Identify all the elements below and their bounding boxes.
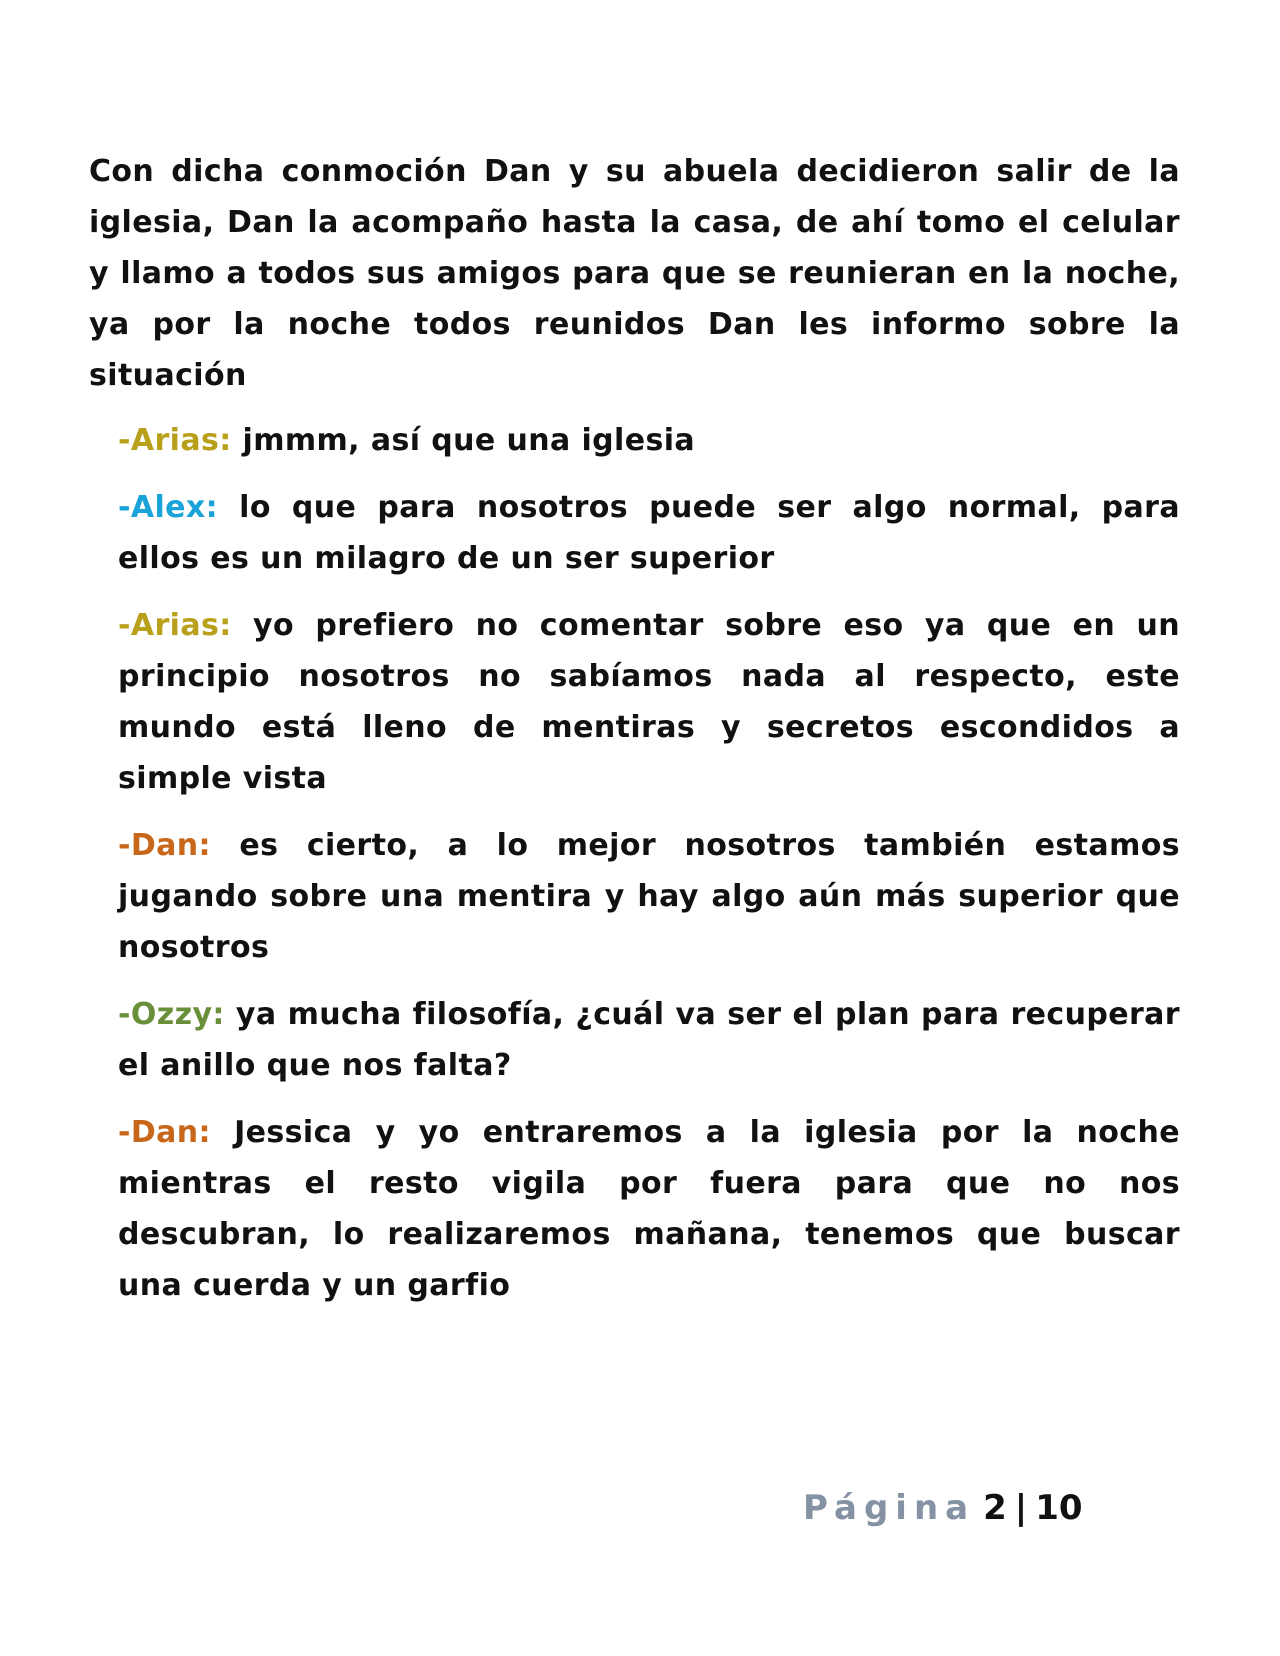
dialogue-line (118, 415, 1180, 466)
speaker-name: -Dan: (118, 828, 211, 863)
dialogue-text: lo que para nosotros puede ser algo normal, para ellos es un milagro de un ser superior (118, 490, 1180, 576)
dialogue-text: yo prefiero no comentar sobre eso ya que en un principio nosotros no sabíamos nada al respecto, este mundo está lleno de mentiras y secretos escondidos a simple vista (118, 608, 1180, 796)
current-page-number: 2 (983, 1488, 1007, 1528)
dialogue-list (89, 415, 1180, 1311)
dialogue-line (118, 1107, 1180, 1311)
speaker-name: -Ozzy: (118, 997, 225, 1032)
dialogue-text: ya mucha filosofía, ¿cuál va ser el plan para recuperar el anillo que nos falta? (118, 997, 1180, 1083)
dialogue-line (118, 482, 1180, 584)
dialogue-line (118, 600, 1180, 804)
page-separator: | (1014, 1488, 1028, 1528)
dialogue-text: Jessica y yo entraremos a la iglesia por la noche mientras el resto vigila por fuera para que no nos descubran, lo realizaremos mañana, tenemos que buscar una cuerda y un garfio (118, 1115, 1180, 1303)
speaker-name: -Arias: (118, 423, 232, 458)
dialogue-text: jmmm, así que una iglesia (242, 423, 696, 458)
speaker-name: -Alex: (118, 490, 219, 525)
page-label: Página (803, 1488, 976, 1528)
page-content (89, 146, 1180, 1311)
dialogue-line (118, 989, 1180, 1091)
total-pages-number: 10 (1035, 1488, 1083, 1528)
page-footer (803, 1486, 1083, 1530)
dialogue-text: es cierto, a lo mejor nosotros también estamos jugando sobre una mentira y hay algo aún más superior que nosotros (118, 828, 1180, 965)
speaker-name: -Arias: (118, 608, 232, 643)
dialogue-line (118, 820, 1180, 973)
speaker-name: -Dan: (118, 1115, 211, 1150)
intro-paragraph: Con dicha conmoción Dan y su abuela decidieron salir de la iglesia, Dan la acompaño hasta la casa, de ahí tomo el celular y llamo a todos sus amigos para que se reunieran en la noche, ya por la noche todos reunidos Dan les informo sobre la situación (89, 154, 1180, 393)
